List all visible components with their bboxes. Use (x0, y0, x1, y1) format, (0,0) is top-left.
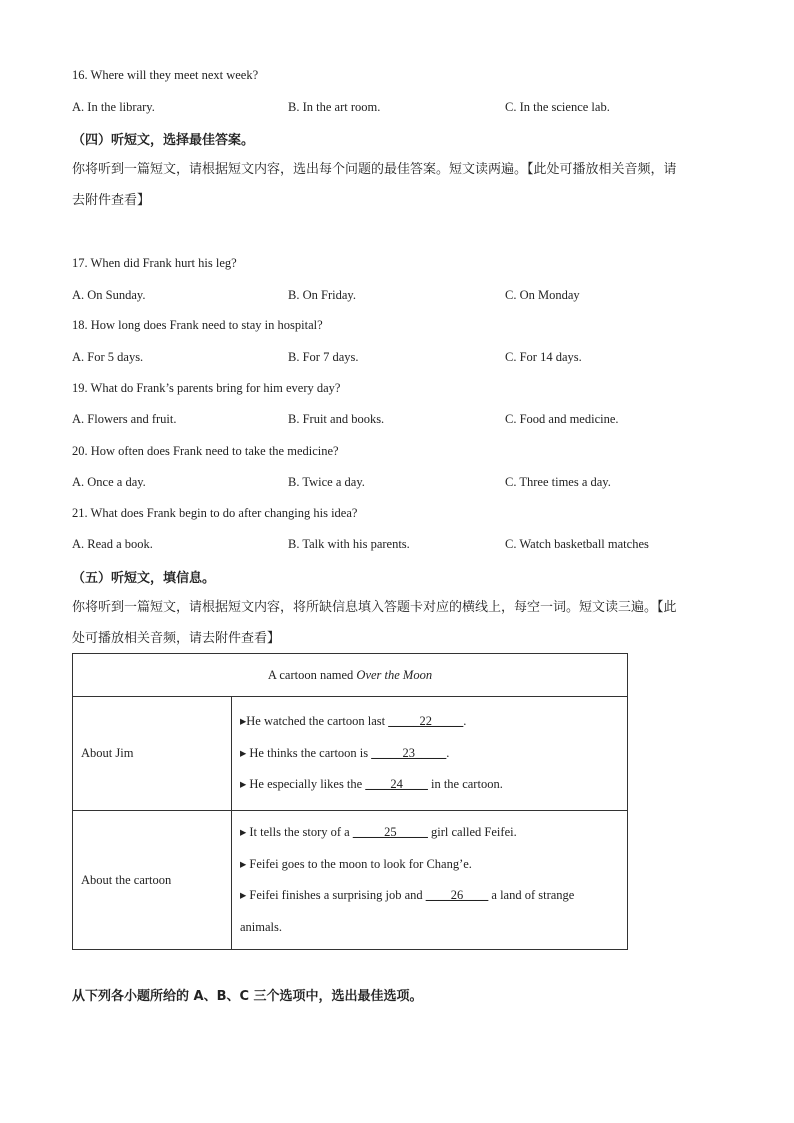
table-title-prefix: A cartoon named (267, 667, 357, 682)
blank-23[interactable]: _____23_____ (371, 745, 447, 760)
option-20-b: B. Twice a day. (288, 475, 365, 489)
table-row (73, 811, 628, 950)
item-text: ▸He watched the cartoon last (240, 714, 389, 729)
option-20-c: C. Three times a day. (505, 475, 611, 489)
option-16-b: B. In the art room. (288, 100, 381, 114)
list-item (240, 817, 619, 849)
option-17-a: A. On Sunday. (72, 288, 146, 302)
option-18-b: B. For 7 days. (288, 350, 359, 364)
table-title-italic: Over the Moon (356, 667, 433, 682)
question-20: 20. How often does Frank need to take the medicine? (72, 444, 339, 458)
row-label-about-jim: About Jim (73, 697, 232, 811)
question-19: 19. What do Frank’s parents bring for him every day? (72, 381, 341, 395)
list-item (240, 849, 619, 881)
cartoon-info-table (72, 653, 628, 950)
section-4-instruction-line-2: 去附件查看】 (72, 193, 151, 208)
option-18-a: A. For 5 days. (72, 350, 144, 364)
option-19-c: C. Food and medicine. (505, 412, 619, 426)
option-21-b: B. Talk with his parents. (288, 537, 410, 551)
list-item (240, 706, 619, 738)
section-5-instruction-line-2: 处可播放相关音频，请去附件查看】 (72, 631, 281, 646)
item-text: ▸ He thinks the cartoon is (240, 745, 372, 760)
item-text-after: a land of strange (488, 888, 575, 902)
table-title-row (73, 654, 628, 697)
item-text: ▸ It tells the story of a (240, 825, 353, 839)
row-label-about-the-cartoon: About the cartoon (73, 811, 232, 950)
option-17-b: B. On Friday. (288, 288, 356, 302)
option-16-a: A. In the library. (72, 100, 155, 114)
list-item (240, 880, 619, 912)
question-18: 18. How long does Frank need to stay in hospital? (72, 318, 323, 332)
blank-25[interactable]: _____25_____ (352, 825, 428, 839)
table-title (73, 654, 628, 697)
section-4-instruction (72, 154, 724, 216)
item-text: animals. (240, 919, 283, 934)
option-21-c: C. Watch basketball matches (505, 537, 649, 551)
item-text: ▸ Feifei finishes a surprising job and (240, 888, 426, 902)
table-row (73, 697, 628, 811)
option-20-a: A. Once a day. (72, 475, 146, 489)
section-5-heading: （五）听短文，填信息。 (72, 571, 216, 586)
option-19-a: A. Flowers and fruit. (72, 412, 177, 426)
item-text-after: girl called Feifei. (427, 825, 517, 839)
option-16-c: C. In the science lab. (505, 100, 610, 114)
question-16: 16. Where will they meet next week? (72, 68, 259, 82)
section-5-instruction (72, 592, 724, 654)
section-4-heading: （四）听短文，选择最佳答案。 (72, 133, 255, 148)
item-text-after: . (446, 745, 450, 760)
section-4-instruction-line-1: 你将听到一篇短文，请根据短文内容，选出每个问题的最佳答案。短文读两遍。【此处可播放相关音频，请 (72, 162, 677, 177)
question-21: 21. What does Frank begin to do after changing his idea? (72, 506, 358, 520)
section-5-instruction-line-1: 你将听到一篇短文，请根据短文内容，将所缺信息填入答题卡对应的横线上，每空一词。短文读三遍。【此 (72, 600, 677, 615)
item-text-after: in the cartoon. (427, 777, 503, 792)
about-cartoon-items (232, 811, 628, 950)
item-text: ▸ He especially likes the (240, 777, 366, 792)
list-item (240, 769, 619, 801)
final-instruction: 从下列各小题所给的 A、B、C 三个选项中，选出最佳选项。 (72, 989, 423, 1004)
option-18-c: C. For 14 days. (505, 350, 582, 364)
blank-22[interactable]: _____22_____ (388, 714, 464, 729)
blank-26[interactable]: ____26____ (425, 888, 489, 902)
question-17: 17. When did Frank hurt his leg? (72, 256, 237, 270)
list-item (240, 738, 619, 770)
item-text-after: . (463, 714, 467, 729)
about-jim-items (232, 697, 628, 811)
option-21-a: A. Read a book. (72, 537, 153, 551)
item-text: ▸ Feifei goes to the moon to look for Chang’e. (240, 856, 472, 871)
option-17-c: C. On Monday (505, 288, 580, 302)
list-item (240, 912, 619, 944)
option-19-b: B. Fruit and books. (288, 412, 385, 426)
blank-24[interactable]: ____24____ (365, 777, 428, 792)
